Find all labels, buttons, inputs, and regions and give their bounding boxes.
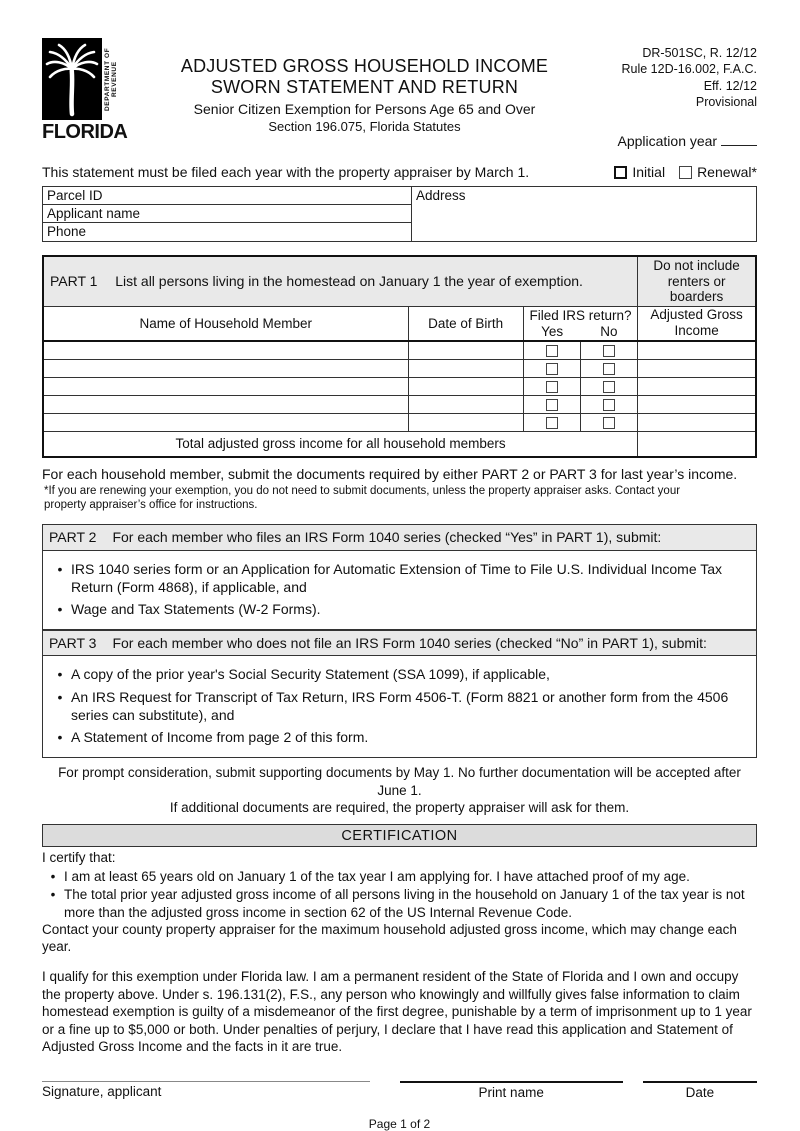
application-year-label: Application year (617, 133, 718, 149)
col-header-name: Name of Household Member (43, 306, 408, 341)
form-title-line2: SWORN STATEMENT AND RETURN (210, 77, 519, 97)
irs-no-checkbox[interactable] (603, 363, 615, 375)
address-label: Address (416, 188, 466, 204)
part2-bullets (43, 551, 756, 631)
address-field[interactable] (411, 187, 756, 241)
form-effective: Eff. 12/12 (703, 78, 757, 93)
renewal-label: Renewal* (697, 164, 757, 181)
member-dob-cell[interactable] (408, 341, 523, 359)
signature-block (42, 1081, 757, 1100)
form-rule: Rule 12D-16.002, F.A.C. (621, 62, 757, 77)
household-member-row (43, 395, 756, 413)
bullet-icon: • (57, 688, 63, 705)
form-number: DR-501SC, R. 12/12 (642, 46, 757, 60)
phone-field[interactable] (43, 223, 411, 241)
part1-header-bar (43, 256, 756, 306)
part3-bullet-3: • A Statement of Income from page 2 of this form. (49, 728, 746, 746)
phone-label: Phone (47, 224, 87, 240)
applicant-info-table (42, 186, 757, 242)
signature-line[interactable] (42, 1081, 370, 1082)
part1-instruction: List all persons living in the homestead on January 1 the year of exemption. (115, 273, 583, 290)
total-agi-cell[interactable] (638, 431, 756, 457)
member-name-cell[interactable] (43, 413, 408, 431)
part3-bullets (43, 656, 756, 757)
date-label: Date (685, 1084, 715, 1100)
initial-label: Initial (632, 164, 666, 181)
submit-documents-line: For each household member, submit the documents required by either PART 2 or PART 3 for last year’s income. (42, 466, 738, 483)
date-line[interactable] (643, 1081, 757, 1083)
member-name-cell[interactable] (43, 377, 408, 395)
parcel-id-field[interactable] (43, 187, 411, 205)
irs-yes-checkbox[interactable] (546, 381, 558, 393)
part1-total-row (43, 431, 756, 457)
signature-label: Signature, applicant (42, 1083, 162, 1099)
household-member-row (43, 359, 756, 377)
form-title-line1: ADJUSTED GROSS HOUSEHOLD INCOME (180, 56, 549, 76)
form-provisional: Provisional (695, 94, 757, 109)
part1-column-headers (43, 306, 756, 341)
parcel-id-label: Parcel ID (47, 188, 103, 204)
part3-header-bar (43, 630, 756, 656)
form-subtitle: Senior Citizen Exemption for Persons Age 65 and Over (193, 101, 536, 117)
applicant-name-label: Applicant name (47, 206, 141, 222)
member-dob-cell[interactable] (408, 359, 523, 377)
contact-appraiser-line: Contact your county property appraiser for the maximum household adjusted gross income, which may change each year. (42, 922, 737, 955)
member-name-cell[interactable] (43, 395, 408, 413)
certify-bullet-1: • I am at least 65 years old on January 1 of the tax year I am applying for. I have attached proof of my age. (42, 868, 757, 886)
applicant-name-field[interactable] (43, 205, 411, 223)
member-agi-cell[interactable] (638, 413, 756, 431)
part1-note: Do not include renters or boarders (638, 256, 756, 306)
bullet-icon: • (57, 560, 63, 577)
certify-bullet-2: • The total prior year adjusted gross income of all persons living in the household on January 1 of the tax year is not more than the adjusted gross income in section 62 of the US Internal Revenue Code. (42, 886, 757, 921)
col-header-dob: Date of Birth (408, 306, 523, 341)
bullet-icon: • (57, 666, 63, 683)
part2-bullet-2: • Wage and Tax Statements (W-2 Forms). (49, 600, 746, 618)
member-agi-cell[interactable] (638, 341, 756, 359)
deadline-notice (42, 764, 757, 817)
filing-statement: This statement must be filed each year with the property appraiser by March 1. (42, 164, 530, 181)
deadline-line1: For prompt consideration, submit supporting documents by May 1. No further documentation will be accepted after June 1. (58, 765, 741, 798)
member-agi-cell[interactable] (638, 359, 756, 377)
part1-title: PART 1 (50, 273, 98, 290)
irs-no-checkbox[interactable] (603, 399, 615, 411)
print-name-line[interactable] (400, 1081, 623, 1083)
florida-wordmark: FLORIDA (42, 121, 128, 143)
department-of-revenue-vertical-text: DEPARTMENT OF REVENUE (104, 47, 118, 111)
application-year-field[interactable] (721, 134, 757, 146)
part3-title: PART 3 (49, 635, 97, 652)
part2-bullet-1: • IRS 1040 series form or an Application for Automatic Extension of Time to File U.S. Individual Income Tax Return (Form 4868), if applicable, and (49, 560, 746, 596)
irs-yes-checkbox[interactable] (546, 417, 558, 429)
col-header-irs: Filed IRS return? Yes No (523, 306, 637, 341)
form-statute: Section 196.075, Florida Statutes (268, 119, 461, 134)
certification-header: CERTIFICATION (42, 824, 757, 847)
form-meta-block (597, 38, 757, 150)
col-header-agi: Adjusted Gross Income (638, 306, 756, 341)
part2-header-bar (43, 525, 756, 551)
member-name-cell[interactable] (43, 359, 408, 377)
part2-part3-box (42, 524, 757, 758)
florida-dor-logo (42, 38, 132, 144)
household-member-row (43, 341, 756, 359)
total-agi-label: Total adjusted gross income for all household members (43, 431, 638, 457)
bullet-icon: • (57, 728, 63, 745)
renewal-footnote: *If you are renewing your exemption, you do not need to submit documents, unless the property appraiser asks. Contact your property appraiser’s office for instructions. (44, 485, 681, 512)
member-dob-cell[interactable] (408, 395, 523, 413)
bullet-icon: • (57, 601, 63, 618)
bullet-icon: • (50, 887, 56, 903)
irs-no-checkbox[interactable] (603, 345, 615, 357)
part2-instruction: For each member who files an IRS Form 1040 series (checked “Yes” in PART 1), submit: (112, 529, 662, 546)
initial-checkbox[interactable] (614, 166, 627, 179)
irs-yes-checkbox[interactable] (546, 345, 558, 357)
deadline-line2: If additional documents are required, the property appraiser will ask for them. (169, 800, 630, 816)
part1-followup (42, 466, 757, 513)
form-title-block (132, 38, 597, 134)
print-name-label: Print name (478, 1084, 544, 1100)
member-dob-cell[interactable] (408, 377, 523, 395)
member-agi-cell[interactable] (638, 377, 756, 395)
part3-instruction: For each member who does not file an IRS Form 1040 series (checked “No” in PART 1), submit: (112, 635, 707, 652)
col-header-yes: Yes (541, 323, 564, 339)
palm-tree-icon (42, 38, 102, 120)
member-name-cell[interactable] (43, 341, 408, 359)
irs-no-checkbox[interactable] (603, 417, 615, 429)
member-agi-cell[interactable] (638, 395, 756, 413)
part1-table (42, 255, 757, 458)
renewal-checkbox[interactable] (679, 166, 692, 179)
bullet-icon: • (50, 868, 56, 884)
form-header (42, 38, 757, 150)
household-member-row (43, 413, 756, 431)
col-header-no: No (600, 323, 618, 339)
irs-yes-checkbox[interactable] (546, 363, 558, 375)
irs-no-checkbox[interactable] (603, 381, 615, 393)
perjury-declaration: I qualify for this exemption under Florida law. I am a permanent resident of the State of Florida and I own and occupy the property above. Under s. 196.131(2), F.S., any person who knowingly and willfully gives false information to claim homestead exemption is guilty of a misdemeanor of the first degree, punishable by a term of imprisonment up to 1 year or a fine up to $5,000 or both. Under penalties of perjury, I declare that I have read this application and Statement of Adjusted Gross Income and the facts in it are true. (42, 969, 752, 1055)
page-number: Page 1 of 2 (368, 1116, 431, 1131)
household-member-row (43, 377, 756, 395)
certification-body (42, 850, 757, 1056)
filing-row (42, 164, 757, 180)
certify-intro: I certify that: (42, 849, 116, 865)
irs-yes-checkbox[interactable] (546, 399, 558, 411)
part2-title: PART 2 (49, 529, 97, 546)
part3-bullet-2: • An IRS Request for Transcript of Tax Return, IRS Form 4506-T. (Form 8821 or another form from the 4506 series can substitute), and (49, 688, 746, 724)
part3-bullet-1: • A copy of the prior year's Social Security Statement (SSA 1099), if applicable, (49, 665, 746, 683)
member-dob-cell[interactable] (408, 413, 523, 431)
